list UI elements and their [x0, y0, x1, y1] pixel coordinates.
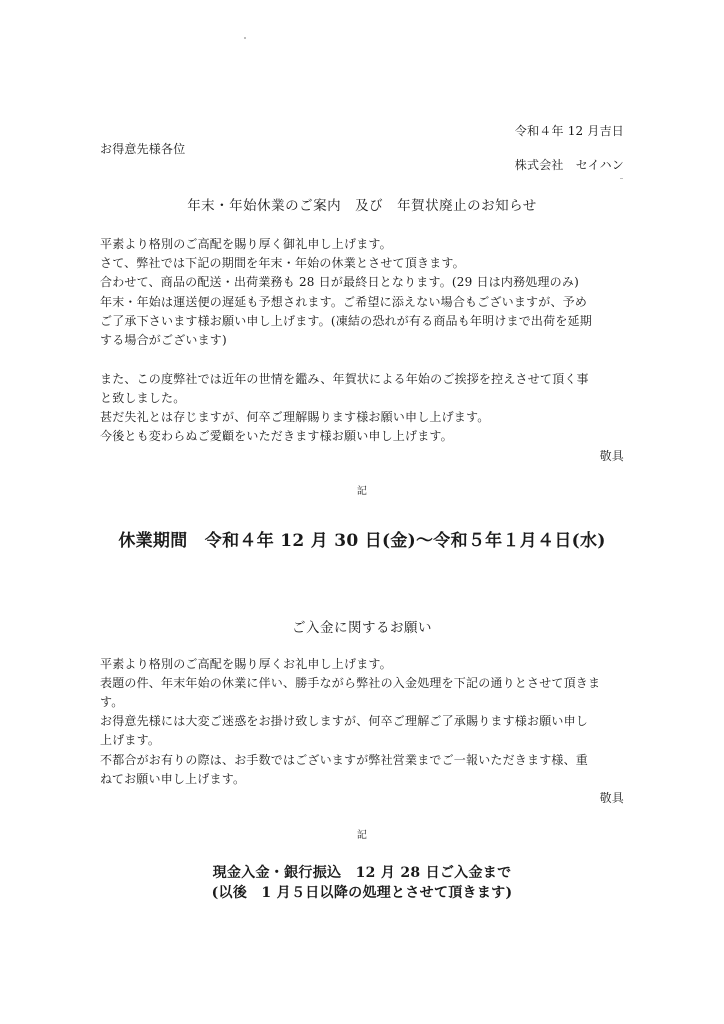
notice-title: 年末・年始休業のご案内 及び 年賀状廃止のお知らせ [187, 198, 537, 214]
payment-line: 平素より格別のご高配を賜り厚くお礼申し上げます。 [100, 657, 392, 671]
company-name: 株式会社 セイハン [514, 158, 624, 172]
notice-ki: 記 [356, 486, 368, 497]
notice-line: と致しました。 [100, 391, 186, 405]
notice-closing: 敬具 [599, 449, 624, 463]
notice-line: する場合がございます) [100, 333, 227, 347]
payment-line: 不都合がお有りの際は、お手数ではございますが弊社営業までご一報いただきます様、重 [100, 753, 589, 767]
holiday-period: 休業期間 令和４年 12 月 30 日(金)〜令和５年１月４日(水) [118, 531, 606, 551]
notice-line: また、この度弊社では近年の世情を鑑み、年賀状による年始のご挨拶を控えさせて頂く事 [100, 372, 589, 386]
notice-line: 合わせて、商品の配送・出荷業務も 28 日が最終日となります。(29 日は内務処理のみ) [100, 275, 579, 289]
notice-line: ご了承下さいます様お願い申し上げます。(凍結の恐れが有る商品も年明けまで出荷を延期 [100, 314, 592, 328]
payment-line: 上げます。 [100, 733, 161, 747]
scan-mark [244, 37, 246, 39]
notice-line: 平素より格別のご高配を賜り厚く御礼申し上げます。 [100, 237, 392, 251]
notice-line: 甚だ失礼とは存じますが、何卒ご理解賜ります様お願い申し上げます。 [100, 410, 490, 424]
payment-line: す。 [100, 695, 124, 709]
notice-line: 年末・年始は運送便の遅延も予想されます。ご希望に添えない場合もございますが、予め [100, 295, 588, 309]
payment-line: 表題の件、年末年始の休業に伴い、勝手ながら弊社の入金処理を下記の通りとさせて頂きま [100, 676, 601, 690]
recipient: お得意先様各位 [100, 142, 186, 156]
payment-deadline: 現金入金・銀行振込 12 月 28 日ご入金まで [212, 865, 512, 881]
payment-line: ねてお願い申し上げます。 [100, 772, 246, 786]
scan-mark [620, 178, 623, 179]
notice-line: さて、弊社では下記の期間を年末・年始の休業とさせて頂きます。 [100, 256, 465, 270]
payment-note: (以後 1 月５日以降の処理とさせて頂きます) [211, 885, 513, 901]
document-date: 令和４年 12 月吉日 [514, 124, 624, 138]
notice-line: 今後とも変わらぬご愛顧をいただきます様お願い申し上げます。 [100, 429, 453, 443]
payment-line: お得意先様には大変ご迷惑をお掛け致しますが、何卒ご理解ご了承賜ります様お願い申し [100, 714, 589, 728]
payment-title: ご入金に関するお願い [292, 620, 432, 636]
payment-ki: 記 [356, 830, 368, 841]
payment-closing: 敬具 [599, 791, 624, 805]
